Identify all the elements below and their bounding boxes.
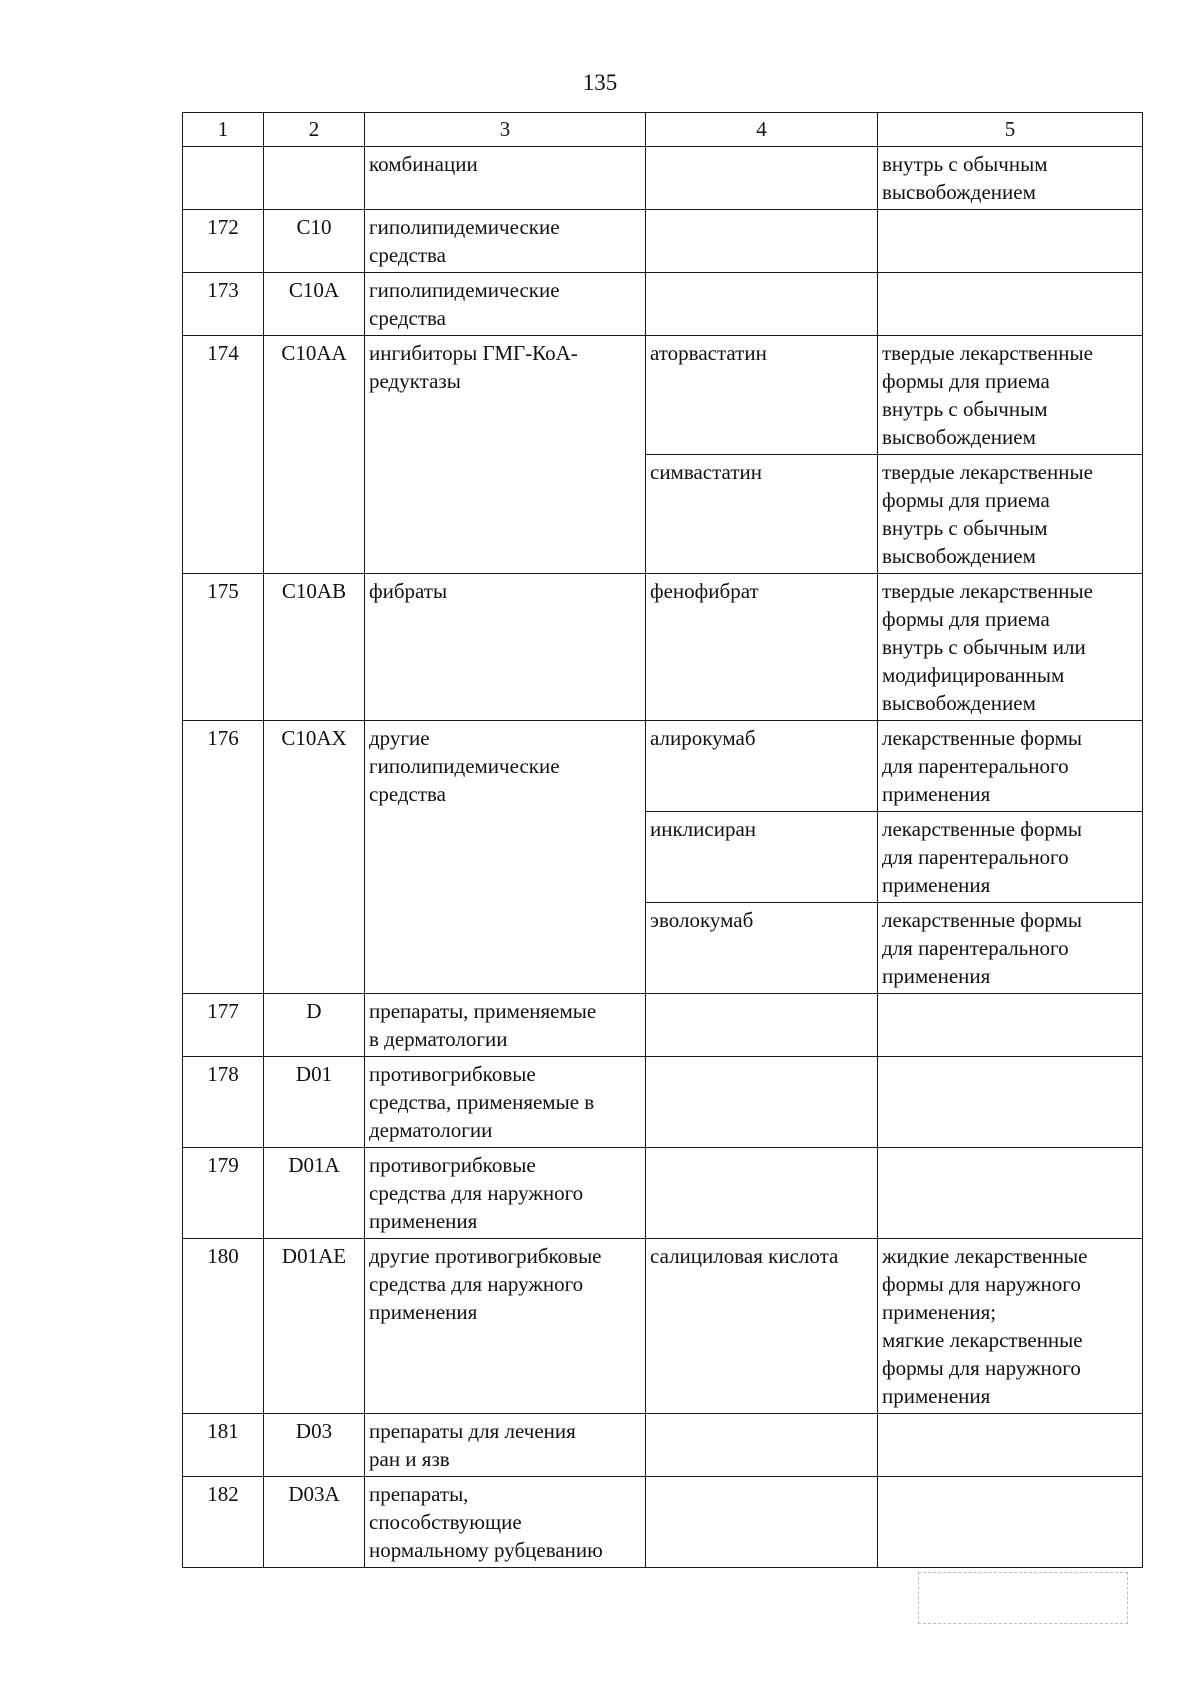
group-text-line: другие противогрибковые — [369, 1244, 602, 1268]
drug-name-line: эволокумаб — [650, 908, 754, 932]
dosage-form-line: жидкие лекарственные — [882, 1244, 1088, 1268]
dosage-form-cell — [878, 903, 1143, 994]
dosage-form-line — [882, 1417, 1138, 1445]
drug-name-cell — [646, 721, 878, 812]
group-text-line: противогрибковые — [369, 1153, 536, 1177]
drug-name-cell — [646, 336, 878, 455]
dosage-form-line: для парентерального — [882, 936, 1069, 960]
dosage-form-cell — [878, 455, 1143, 574]
drug-name-cell — [646, 455, 878, 574]
dosage-form-cell — [878, 721, 1143, 812]
dosage-form-line: лекарственные формы — [882, 817, 1082, 841]
group-text-line: нормальному рубцеванию — [369, 1538, 603, 1562]
column-header-5: 5 — [878, 113, 1143, 147]
group-text-line: противогрибковые — [369, 1062, 536, 1086]
dosage-form-cell — [878, 147, 1143, 210]
drug-name-line — [650, 1480, 873, 1508]
table-row — [183, 1057, 1143, 1148]
column-header-2: 2 — [264, 113, 365, 147]
dosage-form-line: применения; — [882, 1300, 997, 1324]
group-text-line: средства — [369, 306, 447, 330]
atc-code-cell: D01A — [264, 1148, 365, 1239]
row-number-cell: 175 — [183, 574, 264, 721]
table-row — [183, 147, 1143, 210]
table-row — [183, 1414, 1143, 1477]
table-row — [183, 994, 1143, 1057]
dosage-form-cell — [878, 336, 1143, 455]
table-row — [183, 574, 1143, 721]
anatomical-group-cell — [365, 1477, 646, 1568]
dosage-form-line: формы для приема — [882, 607, 1050, 631]
dosage-form-line: лекарственные формы — [882, 726, 1082, 750]
dosage-form-line: внутрь с обычным — [882, 397, 1048, 421]
drug-name-line — [650, 997, 873, 1025]
group-text-line: редуктазы — [369, 369, 461, 393]
dosage-form-line: для парентерального — [882, 845, 1069, 869]
table-row — [183, 273, 1143, 336]
drug-name-line — [650, 1151, 873, 1179]
drug-name-cell — [646, 1057, 878, 1148]
drug-name-cell — [646, 574, 878, 721]
faded-stamp — [918, 1572, 1128, 1624]
dosage-form-line: формы для наружного — [882, 1272, 1081, 1296]
table-row — [183, 1239, 1143, 1414]
dosage-form-cell — [878, 994, 1143, 1057]
dosage-form-cell — [878, 210, 1143, 273]
dosage-form-line: высвобождением — [882, 691, 1036, 715]
dosage-form-cell — [878, 574, 1143, 721]
atc-code-cell: D03A — [264, 1477, 365, 1568]
group-text-line: средства для наружного — [369, 1181, 584, 1205]
drug-name-line — [650, 1060, 873, 1088]
drug-table — [182, 112, 1143, 1568]
drug-name-cell — [646, 1414, 878, 1477]
dosage-form-line: высвобождением — [882, 544, 1036, 568]
atc-code-cell — [264, 147, 365, 210]
row-number-cell — [183, 147, 264, 210]
dosage-form-line: применения — [882, 1384, 991, 1408]
drug-name-line — [650, 150, 873, 178]
dosage-form-line: высвобождением — [882, 425, 1036, 449]
group-text-line: в дерматологии — [369, 1027, 508, 1051]
drug-name-cell — [646, 273, 878, 336]
dosage-form-line: лекарственные формы — [882, 908, 1082, 932]
group-text-line: ингибиторы ГМГ-КоА- — [369, 341, 578, 365]
anatomical-group-cell — [365, 1148, 646, 1239]
row-number-cell: 177 — [183, 994, 264, 1057]
anatomical-group-cell — [365, 210, 646, 273]
group-text-line: фибраты — [369, 579, 448, 603]
group-text-line: препараты для лечения — [369, 1419, 576, 1443]
atc-code-cell: C10AA — [264, 336, 365, 574]
row-number-cell: 174 — [183, 336, 264, 574]
group-text-line: применения — [369, 1209, 478, 1233]
group-text-line: ран и язв — [369, 1447, 450, 1471]
anatomical-group-cell — [365, 1239, 646, 1414]
row-number-cell: 173 — [183, 273, 264, 336]
dosage-form-line: для парентерального — [882, 754, 1069, 778]
drug-name-line: фенофибрат — [650, 579, 759, 603]
drug-name-cell — [646, 994, 878, 1057]
group-text-line: гиполипидемические — [369, 278, 560, 302]
dosage-form-line — [882, 1060, 1138, 1088]
group-text-line: препараты, — [369, 1482, 469, 1506]
row-number-cell: 172 — [183, 210, 264, 273]
group-text-line: средства — [369, 782, 447, 806]
dosage-form-line: внутрь с обычным — [882, 152, 1048, 176]
dosage-form-line: мягкие лекарственные — [882, 1328, 1083, 1352]
group-text-line: средства для наружного — [369, 1272, 584, 1296]
column-header-1: 1 — [183, 113, 264, 147]
dosage-form-line: применения — [882, 873, 991, 897]
group-text-line: другие — [369, 726, 430, 750]
group-text-line: дерматологии — [369, 1118, 493, 1142]
group-text-line: применения — [369, 1300, 478, 1324]
drug-name-line — [650, 1417, 873, 1445]
anatomical-group-cell — [365, 1057, 646, 1148]
table-row — [183, 336, 1143, 455]
group-text-line: средства — [369, 243, 447, 267]
dosage-form-cell — [878, 812, 1143, 903]
atc-code-cell: C10AX — [264, 721, 365, 994]
row-number-cell: 179 — [183, 1148, 264, 1239]
dosage-form-line: внутрь с обычным или — [882, 635, 1086, 659]
dosage-form-line: модифицированным — [882, 663, 1065, 687]
row-number-cell: 181 — [183, 1414, 264, 1477]
dosage-form-line — [882, 276, 1138, 304]
dosage-form-line — [882, 1151, 1138, 1179]
group-text-line: гиполипидемические — [369, 215, 560, 239]
dosage-form-line: твердые лекарственные — [882, 341, 1093, 365]
table-body — [183, 147, 1143, 1568]
table-row — [183, 210, 1143, 273]
row-number-cell: 178 — [183, 1057, 264, 1148]
column-header-3: 3 — [365, 113, 646, 147]
dosage-form-cell — [878, 1477, 1143, 1568]
dosage-form-line: внутрь с обычным — [882, 516, 1048, 540]
dosage-form-line: высвобождением — [882, 180, 1036, 204]
atc-code-cell: D — [264, 994, 365, 1057]
drug-name-line — [650, 213, 873, 241]
dosage-form-cell — [878, 1057, 1143, 1148]
dosage-form-cell — [878, 1239, 1143, 1414]
drug-name-cell — [646, 812, 878, 903]
drug-name-line: инклисиран — [650, 817, 757, 841]
atc-code-cell: D01AE — [264, 1239, 365, 1414]
anatomical-group-cell — [365, 336, 646, 574]
dosage-form-cell — [878, 273, 1143, 336]
table-row — [183, 721, 1143, 812]
column-header-4: 4 — [646, 113, 878, 147]
dosage-form-line — [882, 997, 1138, 1025]
row-number-cell: 182 — [183, 1477, 264, 1568]
row-number-cell: 176 — [183, 721, 264, 994]
group-text-line: гиполипидемические — [369, 754, 560, 778]
dosage-form-cell — [878, 1148, 1143, 1239]
dosage-form-line: применения — [882, 964, 991, 988]
drug-name-cell — [646, 903, 878, 994]
atc-code-cell: C10A — [264, 273, 365, 336]
dosage-form-line — [882, 213, 1138, 241]
dosage-form-line: формы для приема — [882, 369, 1050, 393]
anatomical-group-cell — [365, 994, 646, 1057]
drug-name-cell — [646, 1477, 878, 1568]
drug-name-cell — [646, 1239, 878, 1414]
dosage-form-line: твердые лекарственные — [882, 579, 1093, 603]
atc-code-cell: C10AB — [264, 574, 365, 721]
dosage-form-line — [882, 1480, 1138, 1508]
anatomical-group-cell — [365, 273, 646, 336]
dosage-form-line: формы для приема — [882, 488, 1050, 512]
table-row — [183, 1148, 1143, 1239]
dosage-form-line: применения — [882, 782, 991, 806]
table-row — [183, 1477, 1143, 1568]
anatomical-group-cell — [365, 574, 646, 721]
group-text-line: способствующие — [369, 1510, 522, 1534]
dosage-form-cell — [878, 1414, 1143, 1477]
drug-name-cell — [646, 147, 878, 210]
table-header-row — [183, 113, 1143, 147]
anatomical-group-cell — [365, 1414, 646, 1477]
dosage-form-line: твердые лекарственные — [882, 460, 1093, 484]
anatomical-group-cell — [365, 147, 646, 210]
atc-code-cell: D03 — [264, 1414, 365, 1477]
drug-name-line: салициловая кислота — [650, 1244, 839, 1268]
anatomical-group-cell — [365, 721, 646, 994]
drug-name-cell — [646, 1148, 878, 1239]
drug-name-line: симвастатин — [650, 460, 762, 484]
page-number: 135 — [582, 70, 618, 95]
drug-name-cell — [646, 210, 878, 273]
drug-name-line: аторвастатин — [650, 341, 767, 365]
group-text-line: средства, применяемые в — [369, 1090, 595, 1114]
group-text-line: препараты, применяемые — [369, 999, 597, 1023]
drug-name-line: алирокумаб — [650, 726, 756, 750]
atc-code-cell: C10 — [264, 210, 365, 273]
group-text-line: комбинации — [369, 152, 478, 176]
dosage-form-line: формы для наружного — [882, 1356, 1081, 1380]
atc-code-cell: D01 — [264, 1057, 365, 1148]
drug-name-line — [650, 276, 873, 304]
row-number-cell: 180 — [183, 1239, 264, 1414]
